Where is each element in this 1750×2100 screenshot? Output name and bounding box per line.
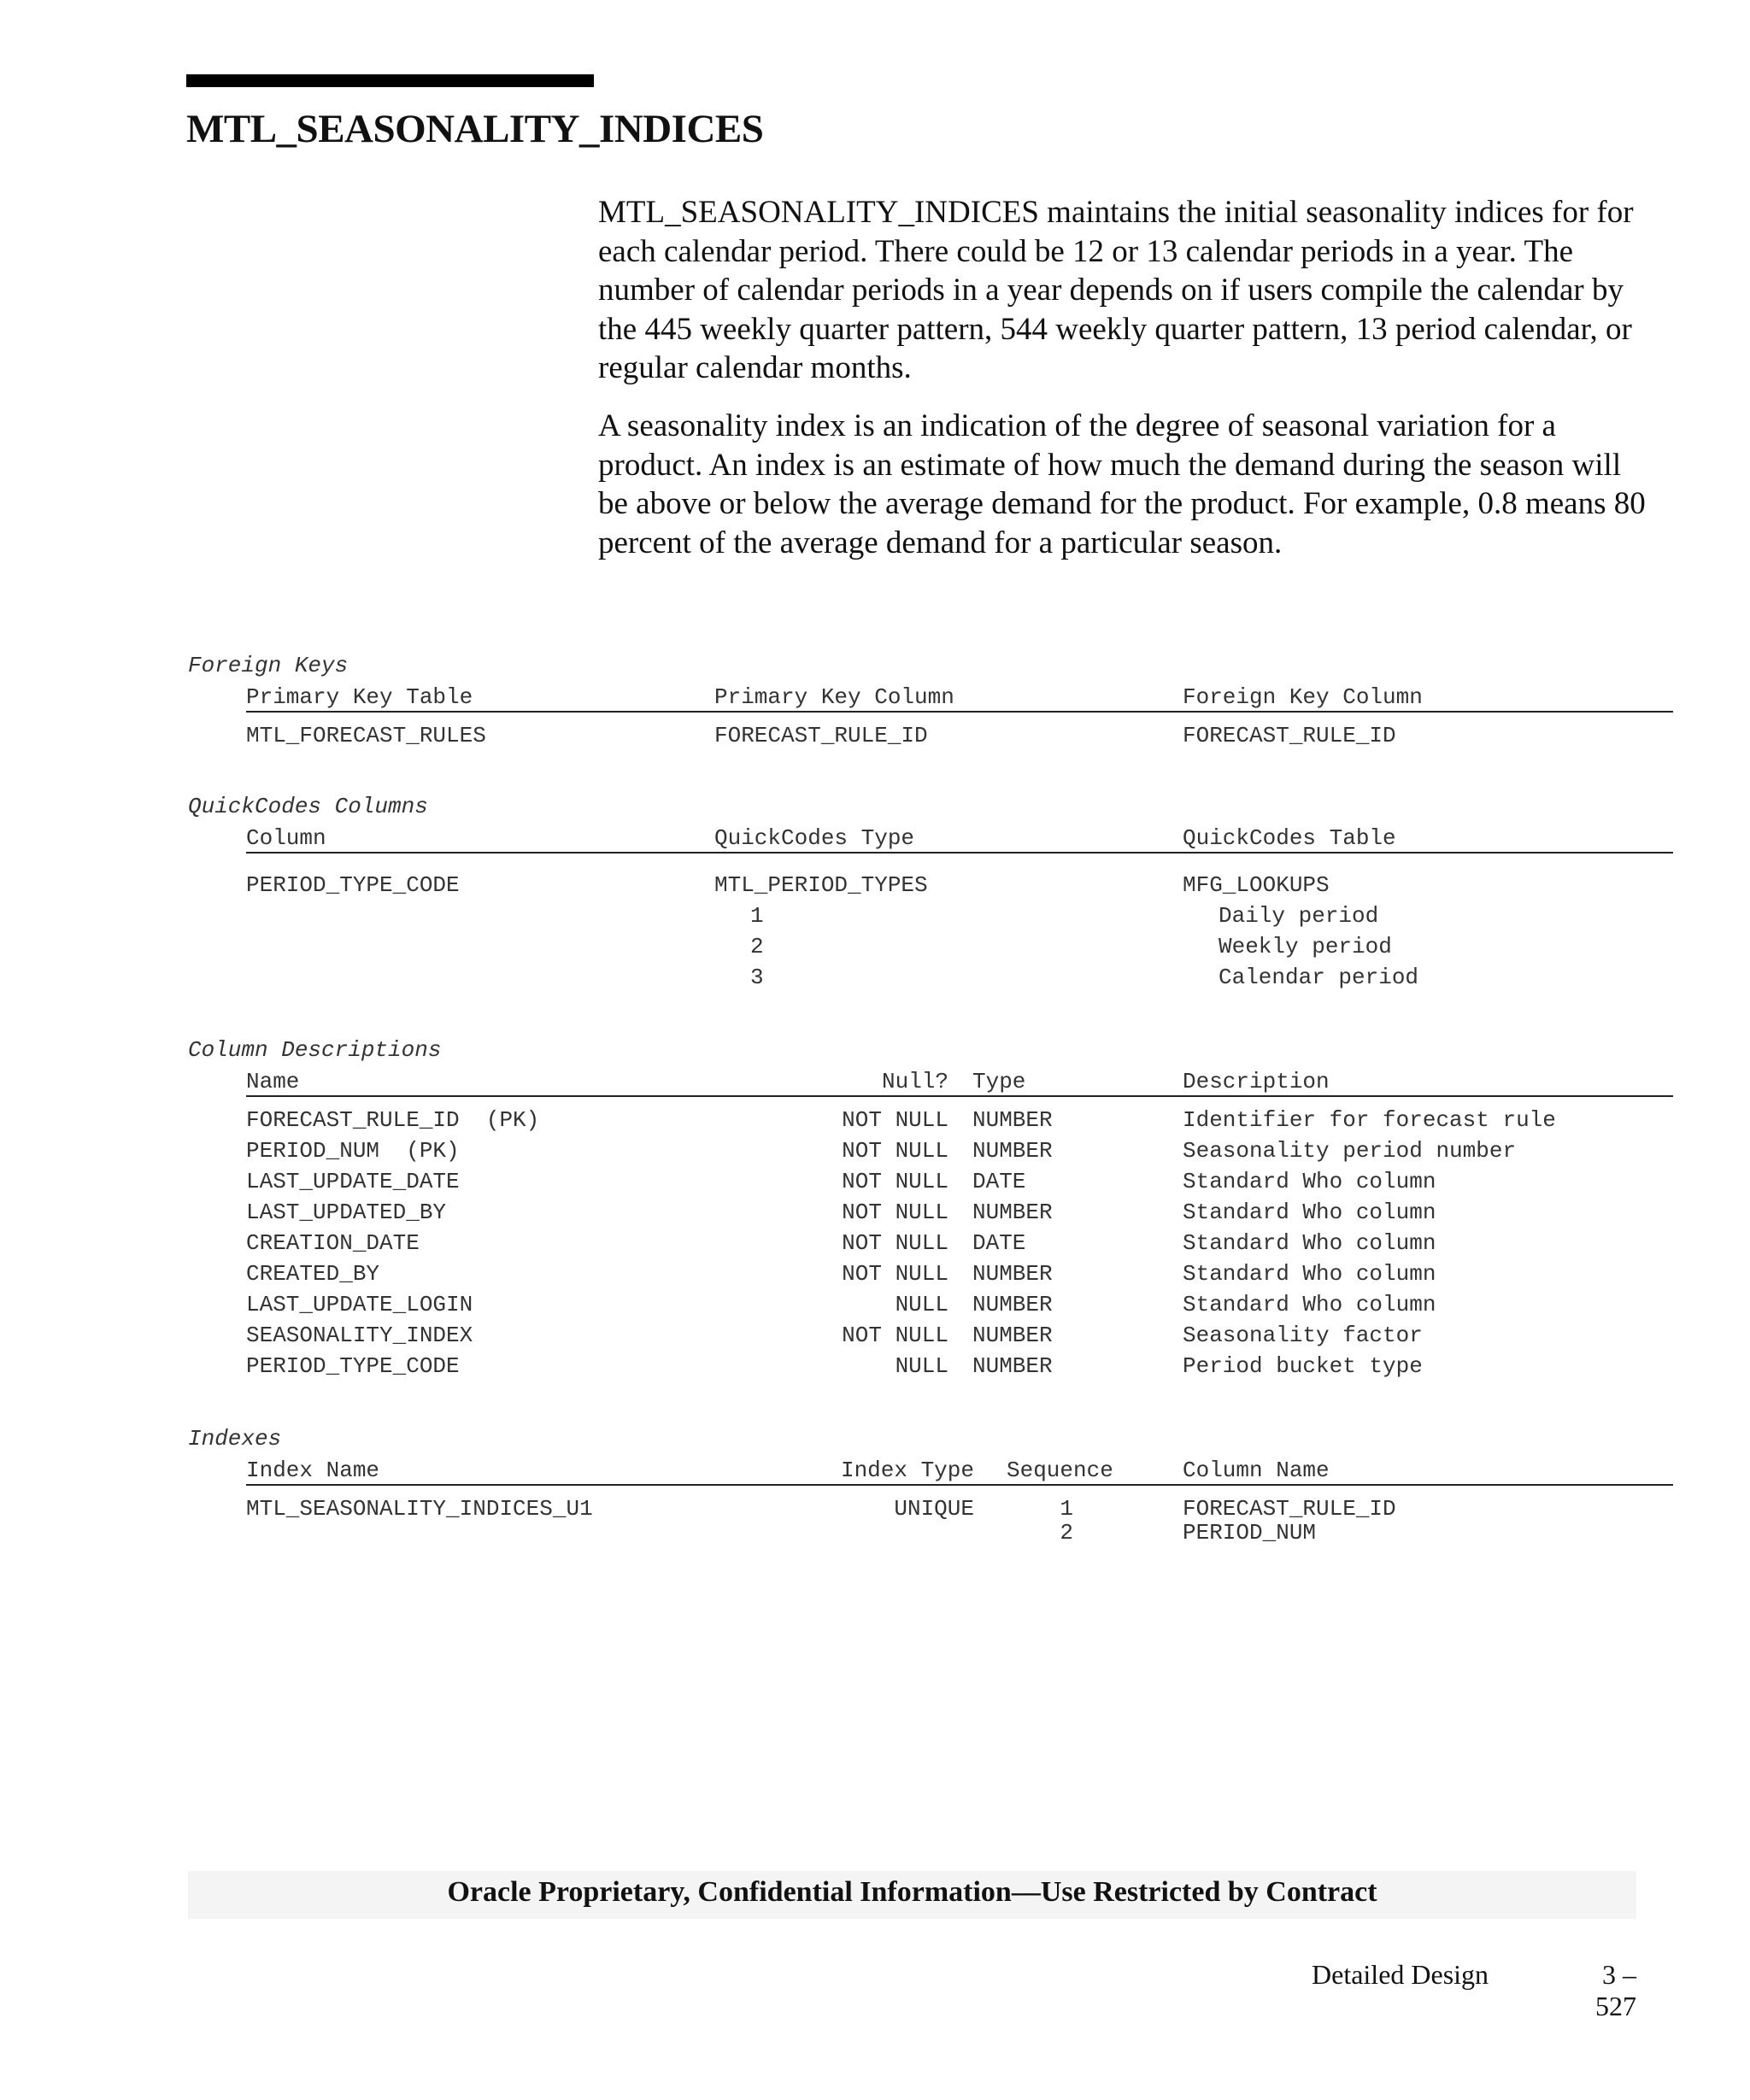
qc-type: MTL_PERIOD_TYPES	[714, 872, 928, 898]
qc-meaning: Calendar period	[1219, 965, 1419, 990]
confidentiality-notice: Oracle Proprietary, Confidential Information––Use Restricted by Contract	[447, 1876, 1377, 1908]
cd-description: Identifier for forecast rule	[1183, 1107, 1556, 1133]
ix-header-name: Index Name	[246, 1458, 380, 1483]
cd-null: NOT NULL	[842, 1138, 948, 1164]
cd-null: NOT NULL	[842, 1230, 948, 1256]
cd-description: Standard Who column	[1183, 1292, 1436, 1317]
cd-description: Period bucket type	[1183, 1353, 1423, 1379]
qc-header-table: QuickCodes Table	[1183, 825, 1396, 851]
cd-name: PERIOD_NUM (PK)	[246, 1138, 460, 1164]
ix-sequence: 1	[1060, 1496, 1073, 1522]
description-paragraph: MTL_SEASONALITY_INDICES maintains the initial seasonality indices for for each calendar period. There could be 12 or 13 calendar periods in a year. The number of calendar periods in a year depends on if users compile the calendar by the 445 weekly quarter pattern, 544 weekly quarter pattern, 13 period calendar, or regular calendar months.	[598, 195, 1634, 386]
cd-header-description: Description	[1183, 1069, 1330, 1094]
cd-name: CREATION_DATE	[246, 1230, 420, 1256]
ix-header-column: Column Name	[1183, 1458, 1330, 1483]
fk-pk-column: FORECAST_RULE_ID	[714, 723, 928, 748]
cd-name: FORECAST_RULE_ID (PK)	[246, 1107, 540, 1133]
cd-description: Standard Who column	[1183, 1230, 1436, 1256]
ix-header-sequence: Sequence	[1007, 1458, 1113, 1483]
cd-name: LAST_UPDATE_DATE	[246, 1169, 460, 1194]
cd-description: Standard Who column	[1183, 1261, 1436, 1287]
fk-fk-column: FORECAST_RULE_ID	[1183, 723, 1396, 748]
qc-meaning: Daily period	[1219, 903, 1379, 929]
cd-name: LAST_UPDATED_BY	[246, 1200, 447, 1225]
cd-name: LAST_UPDATE_LOGIN	[246, 1292, 473, 1317]
cd-type: DATE	[972, 1169, 1026, 1194]
quickcodes-heading: QuickCodes Columns	[188, 794, 428, 819]
ix-name: MTL_SEASONALITY_INDICES_U1	[246, 1496, 593, 1522]
cd-description: Seasonality factor	[1183, 1323, 1423, 1348]
cd-type: NUMBER	[972, 1353, 1053, 1379]
foreign-keys-heading: Foreign Keys	[188, 653, 349, 678]
ix-column: PERIOD_NUM	[1183, 1520, 1317, 1546]
section-label: Detailed Design	[1312, 1959, 1489, 1990]
qc-code: 3	[750, 965, 764, 990]
cd-name: PERIOD_TYPE_CODE	[246, 1353, 460, 1379]
cd-type: NUMBER	[972, 1200, 1053, 1225]
fk-header-pk-column: Primary Key Column	[714, 684, 954, 710]
column-descriptions-heading: Column Descriptions	[188, 1037, 442, 1063]
cd-null: NOT NULL	[842, 1169, 948, 1194]
fk-header-fk-column: Foreign Key Column	[1183, 684, 1423, 710]
ix-column: FORECAST_RULE_ID	[1183, 1496, 1396, 1522]
description-paragraph: A seasonality index is an indication of the degree of seasonal variation for a product. An index is an estimate of how much the demand during the season will be above or below the average demand for the product. For example, 0.8 means 80 percent of the average demand for a particular season.	[598, 408, 1646, 560]
fk-pk-table: MTL_FORECAST_RULES	[246, 723, 486, 748]
qc-meaning: Weekly period	[1219, 934, 1392, 959]
page-number: 3 – 527	[1595, 1959, 1636, 2021]
cd-null: NOT NULL	[842, 1107, 948, 1133]
cd-type: NUMBER	[972, 1292, 1053, 1317]
cd-description: Standard Who column	[1183, 1200, 1436, 1225]
cd-type: NUMBER	[972, 1138, 1053, 1164]
cd-header-null: Null?	[881, 1069, 948, 1094]
cd-null: NULL	[895, 1292, 948, 1317]
qc-header-type: QuickCodes Type	[714, 825, 915, 851]
cd-description: Seasonality period number	[1183, 1138, 1517, 1164]
page-title: MTL_SEASONALITY_INDICES	[186, 107, 764, 151]
title-rule	[186, 74, 594, 87]
cd-description: Standard Who column	[1183, 1169, 1436, 1194]
fk-header-rule	[246, 711, 1673, 713]
ix-type: UNIQUE	[894, 1496, 974, 1522]
qc-code: 2	[750, 934, 764, 959]
cd-header-rule	[246, 1095, 1673, 1097]
cd-name: CREATED_BY	[246, 1261, 380, 1287]
ix-header-type: Index Type	[840, 1458, 974, 1483]
cd-type: NUMBER	[972, 1261, 1053, 1287]
cd-header-type: Type	[972, 1069, 1026, 1094]
ix-sequence: 2	[1060, 1520, 1073, 1546]
qc-table: MFG_LOOKUPS	[1183, 872, 1330, 898]
cd-null: NOT NULL	[842, 1261, 948, 1287]
qc-header-column: Column	[246, 825, 326, 851]
qc-header-rule	[246, 852, 1673, 853]
cd-type: DATE	[972, 1230, 1026, 1256]
cd-header-name: Name	[246, 1069, 300, 1094]
fk-header-pk-table: Primary Key Table	[246, 684, 473, 710]
ix-header-rule	[246, 1484, 1673, 1486]
qc-code: 1	[750, 903, 764, 929]
cd-type: NUMBER	[972, 1107, 1053, 1133]
cd-null: NULL	[895, 1353, 948, 1379]
indexes-heading: Indexes	[188, 1426, 282, 1452]
cd-type: NUMBER	[972, 1323, 1053, 1348]
cd-null: NOT NULL	[842, 1200, 948, 1225]
cd-null: NOT NULL	[842, 1323, 948, 1348]
cd-name: SEASONALITY_INDEX	[246, 1323, 473, 1348]
qc-column: PERIOD_TYPE_CODE	[246, 872, 460, 898]
